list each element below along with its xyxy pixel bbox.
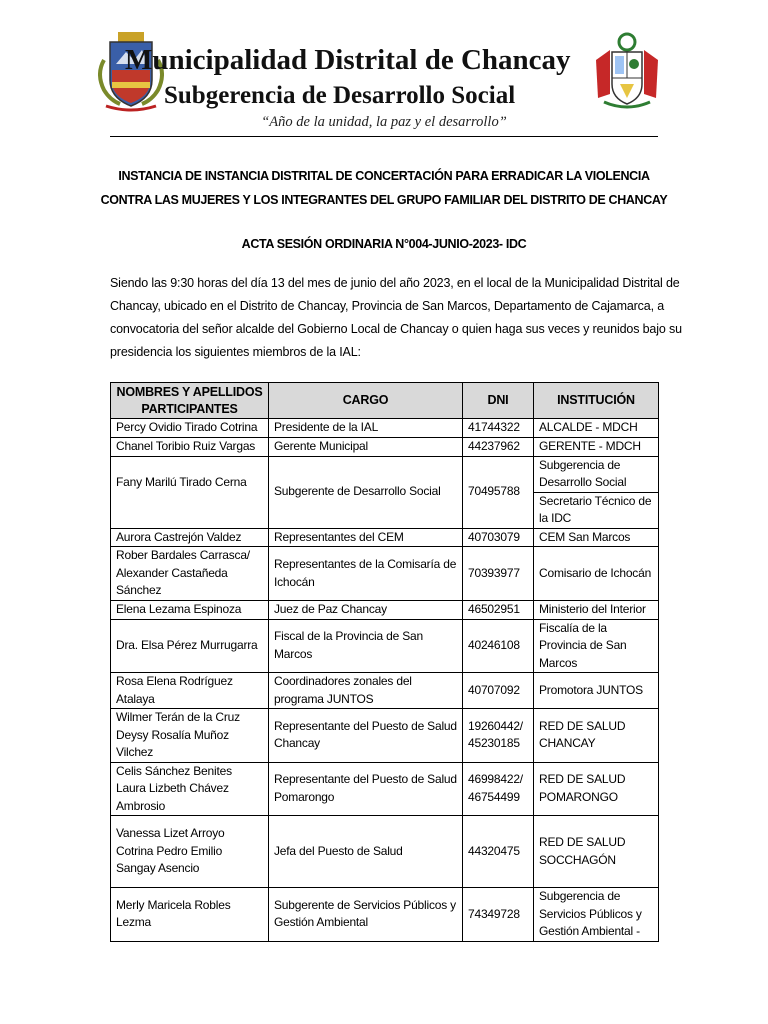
cell-institucion: CEM San Marcos xyxy=(534,528,659,547)
cell-institucion: Promotora JUNTOS xyxy=(534,673,659,709)
cell-institucion: Comisario de Ichocán xyxy=(534,547,659,601)
table-row xyxy=(111,762,659,816)
table-row xyxy=(111,619,659,673)
cell-cargo: Representante del Puesto de Salud Pomarongo xyxy=(269,762,463,816)
cell-dni: 19260442/ 45230185 xyxy=(463,709,534,763)
cell-names: Vanessa Lizet Arroyo Cotrina Pedro Emilio Sangay Asencio xyxy=(111,816,269,888)
cell-cargo: Presidente de la IAL xyxy=(269,419,463,438)
intro-line-1: Siendo las 9:30 horas del día 13 del mes de junio del año 2023, en el local de la Municipalidad Distrital de xyxy=(110,276,680,290)
cell-names: Rober Bardales Carrasca/ Alexander Castañeda Sánchez xyxy=(111,547,269,601)
cell-cargo: Coordinadores zonales del programa JUNTOS xyxy=(269,673,463,709)
cell-institucion: Fiscalía de la Provincia de San Marcos xyxy=(534,619,659,673)
cell-cargo: Representantes del CEM xyxy=(269,528,463,547)
cell-cargo: Representantes de la Comisaría de Ichocán xyxy=(269,547,463,601)
cell-dni: 44237962 xyxy=(463,438,534,457)
cell-institucion: Ministerio del Interior xyxy=(534,601,659,620)
cell-names: Celis Sánchez Benites Laura Lizbeth Chávez Ambrosio xyxy=(111,762,269,816)
table-row xyxy=(111,601,659,620)
document-title-line-2: CONTRA LAS MUJERES Y LOS INTEGRANTES DEL GRUPO FAMILIAR DEL DISTRITO DE CHANCAY xyxy=(100,193,668,207)
cell-names: Fany Marilú Tirado Cerna xyxy=(111,456,269,528)
header-divider xyxy=(110,136,658,137)
cell-dni: 70393977 xyxy=(463,547,534,601)
acta-title: ACTA SESIÓN ORDINARIA N°004-JUNIO-2023- IDC xyxy=(241,237,527,251)
cell-institucion: ALCALDE - MDCH xyxy=(534,419,659,438)
cell-dni: 41744322 xyxy=(463,419,534,438)
table-row xyxy=(111,709,659,763)
national-coat-of-arms-logo xyxy=(592,32,662,112)
cell-names: Aurora Castrejón Valdez xyxy=(111,528,269,547)
column-header-names: NOMBRES Y APELLIDOS PARTICIPANTES xyxy=(111,383,269,419)
cell-institucion: RED DE SALUD POMARONGO xyxy=(534,762,659,816)
column-header-cargo: CARGO xyxy=(269,383,463,419)
table-row xyxy=(111,528,659,547)
cell-cargo: Juez de Paz Chancay xyxy=(269,601,463,620)
cell-institucion: Subgerencia de Desarrollo Social xyxy=(534,456,659,492)
cell-cargo: Subgerente de Servicios Públicos y Gestión Ambiental xyxy=(269,888,463,942)
header-motto: “Año de la unidad, la paz y el desarrollo” xyxy=(261,114,507,130)
cell-institucion-secondary: Secretario Técnico de la IDC xyxy=(534,492,659,528)
column-header-dni: DNI xyxy=(463,383,534,419)
table-row xyxy=(111,816,659,888)
cell-names: Wilmer Terán de la Cruz Deysy Rosalía Muñoz Vilchez xyxy=(111,709,269,763)
column-header-institucion: INSTITUCIÓN xyxy=(534,383,659,419)
cell-cargo: Representante del Puesto de Salud Chancay xyxy=(269,709,463,763)
intro-line-2: Chancay, ubicado en el Distrito de Chancay, Provincia de San Marcos, Departamento de Cajamarca, a xyxy=(110,299,665,313)
table-row xyxy=(111,438,659,457)
cell-names: Merly Maricela Robles Lezma xyxy=(111,888,269,942)
cell-cargo: Gerente Municipal xyxy=(269,438,463,457)
table-row xyxy=(111,456,659,492)
cell-names: Rosa Elena Rodríguez Atalaya xyxy=(111,673,269,709)
intro-line-4: presidencia los siguientes miembros de la IAL: xyxy=(110,345,361,359)
cell-names: Dra. Elsa Pérez Murrugarra xyxy=(111,619,269,673)
table-row xyxy=(111,673,659,709)
participants-table xyxy=(110,382,659,942)
cell-dni: 46998422/ 46754499 xyxy=(463,762,534,816)
table-row xyxy=(111,888,659,942)
cell-names: Percy Ovidio Tirado Cotrina xyxy=(111,419,269,438)
header-municipality-name: Municipalidad Distrital de Chancay xyxy=(125,44,571,76)
cell-institucion: GERENTE - MDCH xyxy=(534,438,659,457)
table-row xyxy=(111,547,659,601)
table-row xyxy=(111,419,659,438)
cell-institucion: Subgerencia de Servicios Públicos y Gestión Ambiental - xyxy=(534,888,659,942)
cell-cargo: Fiscal de la Provincia de San Marcos xyxy=(269,619,463,673)
cell-cargo: Jefa del Puesto de Salud xyxy=(269,816,463,888)
header-subdivision-name: Subgerencia de Desarrollo Social xyxy=(164,82,516,109)
cell-names: Chanel Toribio Ruiz Vargas xyxy=(111,438,269,457)
cell-dni: 74349728 xyxy=(463,888,534,942)
cell-dni: 46502951 xyxy=(463,601,534,620)
cell-dni: 44320475 xyxy=(463,816,534,888)
intro-line-3: convocatoria del señor alcalde del Gobierno Local de Chancay o quien haga sus veces y reunidos bajo su xyxy=(110,322,682,336)
cell-dni: 40246108 xyxy=(463,619,534,673)
cell-names: Elena Lezama Espinoza xyxy=(111,601,269,620)
cell-dni: 40707092 xyxy=(463,673,534,709)
document-title-line-1: INSTANCIA DE INSTANCIA DISTRITAL DE CONCERTACIÓN PARA ERRADICAR LA VIOLENCIA xyxy=(118,169,650,183)
cell-dni: 70495788 xyxy=(463,456,534,528)
cell-institucion: RED DE SALUD CHANCAY xyxy=(534,709,659,763)
cell-cargo: Subgerente de Desarrollo Social xyxy=(269,456,463,528)
cell-dni: 40703079 xyxy=(463,528,534,547)
table-header-row xyxy=(111,383,659,419)
cell-institucion: RED DE SALUD SOCCHAGÓN xyxy=(534,816,659,888)
